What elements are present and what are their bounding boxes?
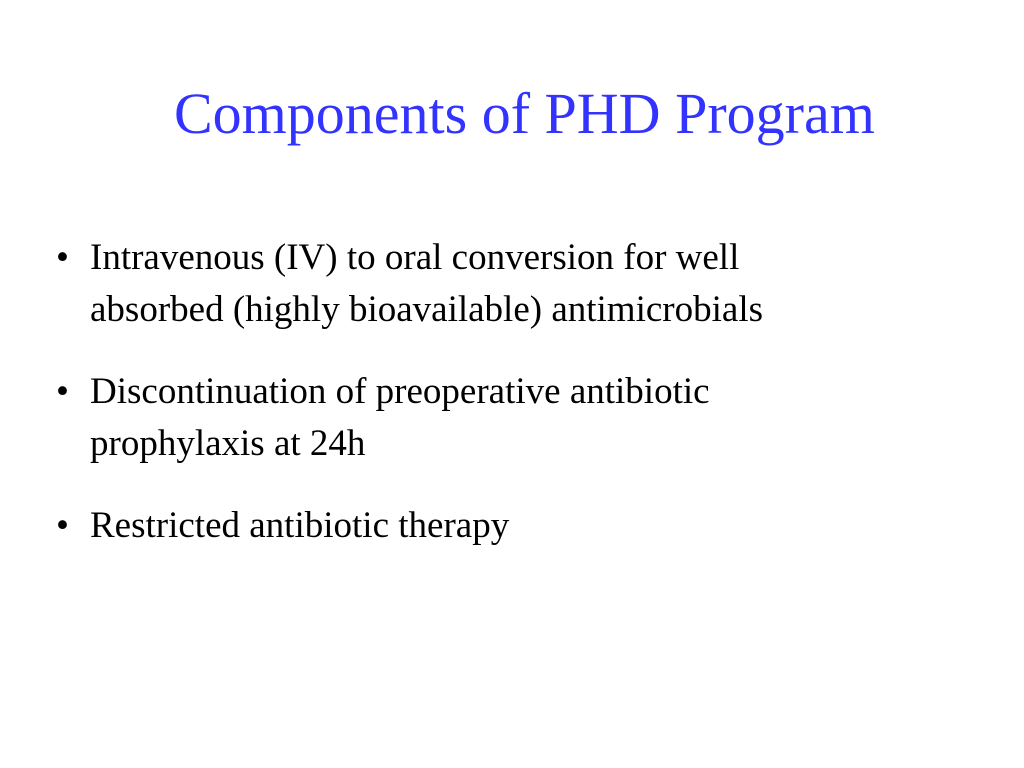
bullet-dot-icon: • bbox=[56, 505, 69, 546]
bullet-item-prophylaxis bbox=[52, 366, 952, 470]
bullet-text-line: absorbed (highly bioavailable) antimicrobials bbox=[90, 289, 763, 330]
bullet-dot-icon: • bbox=[56, 371, 69, 412]
bullet-text-line: Discontinuation of preoperative antibiotic bbox=[90, 371, 710, 412]
slide-title: Components of PHD Program bbox=[174, 81, 875, 146]
bullet-dot-icon: • bbox=[56, 237, 69, 278]
bullet-text-line: Restricted antibiotic therapy bbox=[90, 505, 510, 546]
bullet-item-iv-conversion bbox=[52, 232, 952, 336]
bullet-list bbox=[52, 232, 952, 582]
bullet-text-line: prophylaxis at 24h bbox=[90, 423, 366, 464]
bullet-item-restricted-therapy bbox=[52, 500, 952, 552]
bullet-text-line: Intravenous (IV) to oral conversion for well bbox=[90, 237, 740, 278]
